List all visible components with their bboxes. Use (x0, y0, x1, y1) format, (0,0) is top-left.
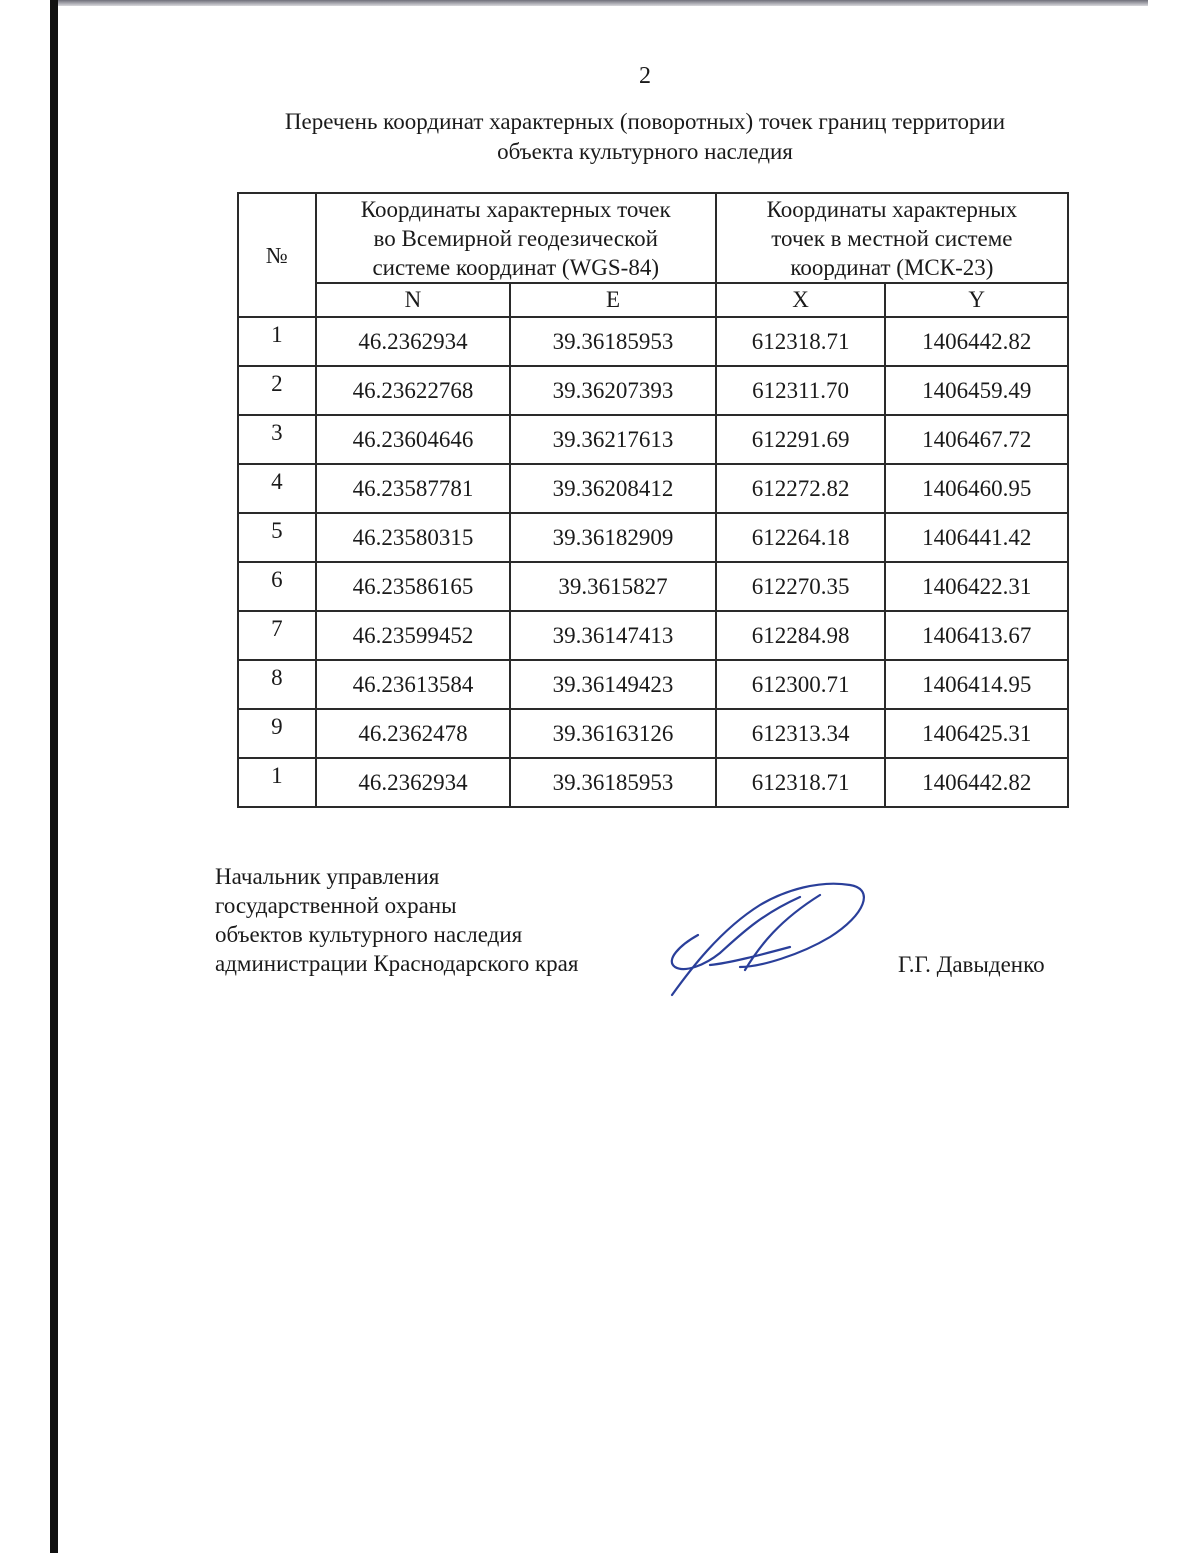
header-msk23-group (716, 193, 1068, 283)
scan-edge-top (58, 0, 1148, 6)
cell-e: 39.36163126 (510, 709, 716, 758)
cell-y: 1406467.72 (885, 415, 1068, 464)
table-header-sub-row (238, 283, 1068, 317)
header-col-n: N (316, 283, 511, 317)
cell-point-number: 3 (238, 415, 316, 464)
cell-e: 39.36207393 (510, 366, 716, 415)
table-row (238, 562, 1068, 611)
cell-n: 46.23587781 (316, 464, 511, 513)
cell-n: 46.23604646 (316, 415, 511, 464)
cell-x: 612272.82 (716, 464, 886, 513)
cell-x: 612313.34 (716, 709, 886, 758)
cell-e: 39.36185953 (510, 317, 716, 366)
signatory-position (215, 862, 578, 978)
cell-x: 612318.71 (716, 317, 886, 366)
cell-point-number: 9 (238, 709, 316, 758)
cell-y: 1406425.31 (885, 709, 1068, 758)
header-col-e: E (510, 283, 716, 317)
cell-e: 39.36208412 (510, 464, 716, 513)
table-header-group-row (238, 193, 1068, 283)
header-wgs84-line: Координаты характерных точек (360, 196, 671, 222)
header-num: № (238, 193, 316, 317)
cell-n: 46.2362934 (316, 758, 511, 807)
document-title (215, 107, 1075, 167)
signatory-name: Г.Г. Давыденко (898, 952, 1045, 977)
page-number: 2 (639, 63, 651, 89)
cell-x: 612311.70 (716, 366, 886, 415)
table-row (238, 611, 1068, 660)
cell-n: 46.2362478 (316, 709, 511, 758)
cell-y: 1406442.82 (885, 758, 1068, 807)
header-msk23-line: Координаты характерных (766, 196, 1018, 222)
header-col-x: X (716, 283, 886, 317)
table-row (238, 660, 1068, 709)
cell-x: 612270.35 (716, 562, 886, 611)
table-row (238, 758, 1068, 807)
header-wgs84-group (316, 193, 716, 283)
cell-point-number: 1 (238, 317, 316, 366)
cell-e: 39.36182909 (510, 513, 716, 562)
table-row (238, 513, 1068, 562)
cell-y: 1406413.67 (885, 611, 1068, 660)
cell-e: 39.36217613 (510, 415, 716, 464)
signatory-position-line: объектов культурного наследия (215, 922, 523, 947)
header-wgs84-line: во Всемирной геодезической (373, 225, 658, 251)
cell-point-number: 8 (238, 660, 316, 709)
cell-n: 46.23613584 (316, 660, 511, 709)
table-row (238, 317, 1068, 366)
document-title-line-2: объекта культурного наследия (497, 139, 793, 164)
scan-edge-left (50, 0, 58, 1553)
cell-e: 39.36149423 (510, 660, 716, 709)
cell-point-number: 4 (238, 464, 316, 513)
cell-n: 46.23580315 (316, 513, 511, 562)
cell-x: 612284.98 (716, 611, 886, 660)
handwritten-signature (650, 875, 880, 1005)
header-col-y: Y (885, 283, 1068, 317)
document-title-line-1: Перечень координат характерных (поворотных) точек границ территории (284, 109, 1006, 134)
cell-n: 46.23586165 (316, 562, 511, 611)
cell-point-number: 7 (238, 611, 316, 660)
cell-y: 1406441.42 (885, 513, 1068, 562)
header-msk23-line: точек в местной системе (771, 225, 1013, 251)
signatory-position-line: государственной охраны (215, 893, 457, 918)
cell-y: 1406442.82 (885, 317, 1068, 366)
cell-x: 612300.71 (716, 660, 886, 709)
cell-e: 39.36185953 (510, 758, 716, 807)
cell-n: 46.2362934 (316, 317, 511, 366)
header-msk23-line: координат (МСК-23) (790, 254, 994, 280)
cell-x: 612264.18 (716, 513, 886, 562)
signatory-position-line: Начальник управления (215, 864, 440, 889)
cell-y: 1406414.95 (885, 660, 1068, 709)
cell-y: 1406460.95 (885, 464, 1068, 513)
cell-x: 612291.69 (716, 415, 886, 464)
header-wgs84-line: системе координат (WGS-84) (372, 254, 659, 280)
cell-point-number: 1 (238, 758, 316, 807)
cell-point-number: 5 (238, 513, 316, 562)
signatory-position-line: администрации Краснодарского края (215, 951, 579, 976)
cell-n: 46.23622768 (316, 366, 511, 415)
table-row (238, 464, 1068, 513)
cell-point-number: 2 (238, 366, 316, 415)
cell-e: 39.36147413 (510, 611, 716, 660)
cell-y: 1406422.31 (885, 562, 1068, 611)
table-row (238, 709, 1068, 758)
cell-point-number: 6 (238, 562, 316, 611)
table-row (238, 415, 1068, 464)
cell-y: 1406459.49 (885, 366, 1068, 415)
cell-x: 612318.71 (716, 758, 886, 807)
cell-n: 46.23599452 (316, 611, 511, 660)
coordinates-table (237, 192, 1069, 808)
table-row (238, 366, 1068, 415)
cell-e: 39.3615827 (510, 562, 716, 611)
